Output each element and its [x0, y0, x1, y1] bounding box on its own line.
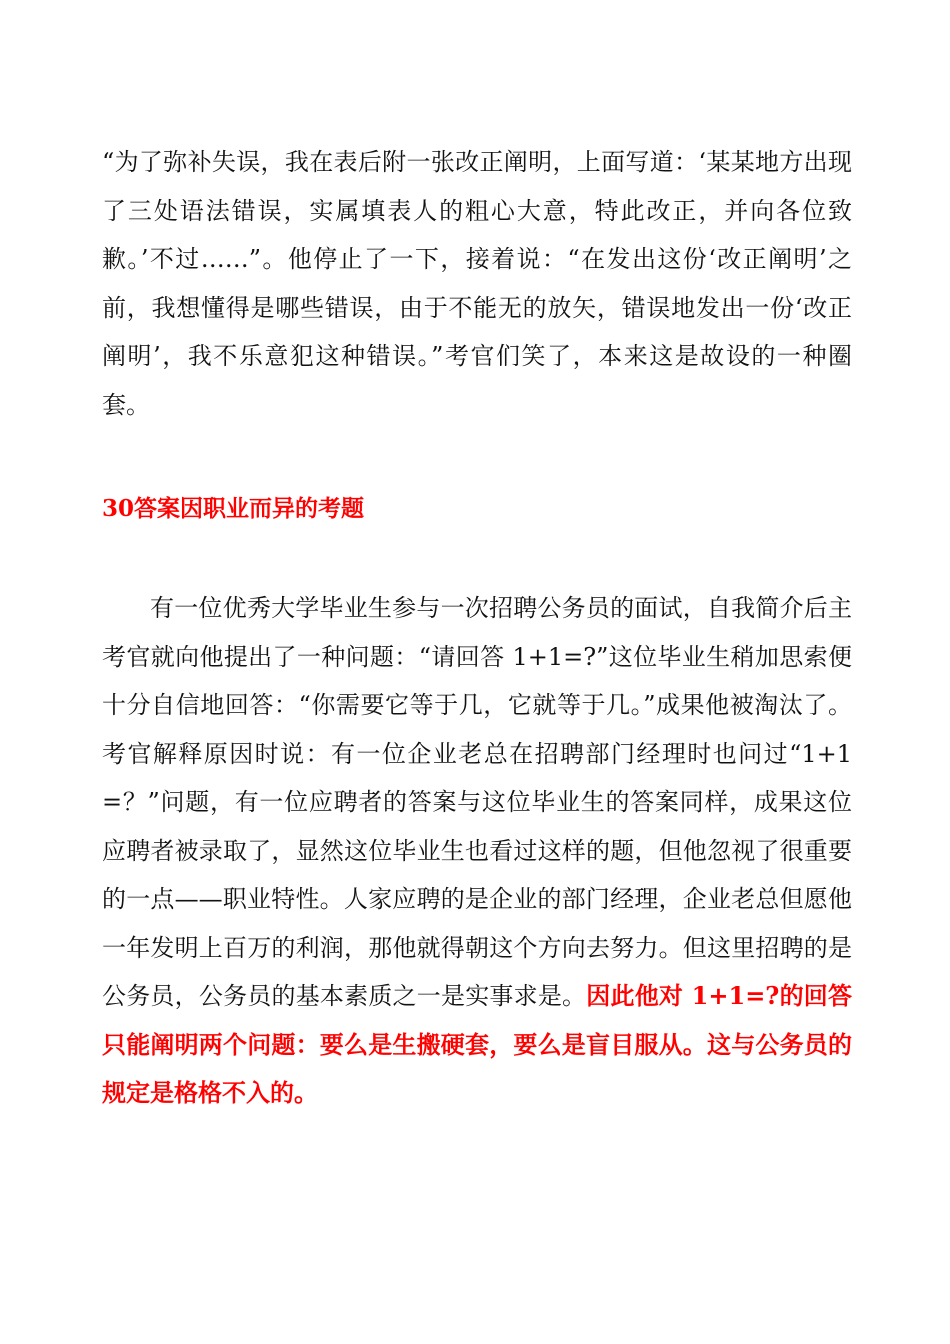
- body-paragraph-1: “为了弥补失误，我在表后附一张改正阐明，上面写道：‘某某地方出现了三处语法错误，实属填表人的粗心大意，特此改正，并向各位致歉。’不过……”。他停止了一下，接着说：“在发出这份‘改正阐明’之前，我想懂得是哪些错误，由于不能无的放矢，错误地发出一份‘改正阐明’，我不乐意犯这种错误。”考官们笑了，本来这是故设的一种圈套。: [102, 148, 852, 419]
- section-heading: 30答案因职业而异的考题: [102, 495, 365, 522]
- paragraph-2-emphasis: 因此他对 1+1=?的回答只能阐明两个问题：要么是生搬硬套，要么是盲目服从。这与公务员的规定是格格不入的。: [102, 981, 853, 1107]
- paragraph-2-text: 有一位优秀大学毕业生参与一次招聘公务员的面试，自我简介后主考官就向他提出了一种问题：“请回答 1+1=?”这位毕业生稍加思索便十分自信地回答：“你需要它等于几，它就等于几。”成果他被淘汰了。考官解释原因时说：有一位企业老总在招聘部门经理时也问过“1+1 =？”问题，有一位应聘者的答案与这位毕业生的答案同样，成果这位应聘者被录取了，显然这位毕业生也看过这样的题，但他忽视了很重要的一点——职业特性。人家应聘的是企业的部门经理，企业老总但愿他一年发明上百万的利润，那他就得朝这个方向去努力。但这里招聘的是公务员，公务员的基本素质之一是实事求是。: [102, 594, 852, 1010]
- body-paragraph-2: [102, 584, 852, 1118]
